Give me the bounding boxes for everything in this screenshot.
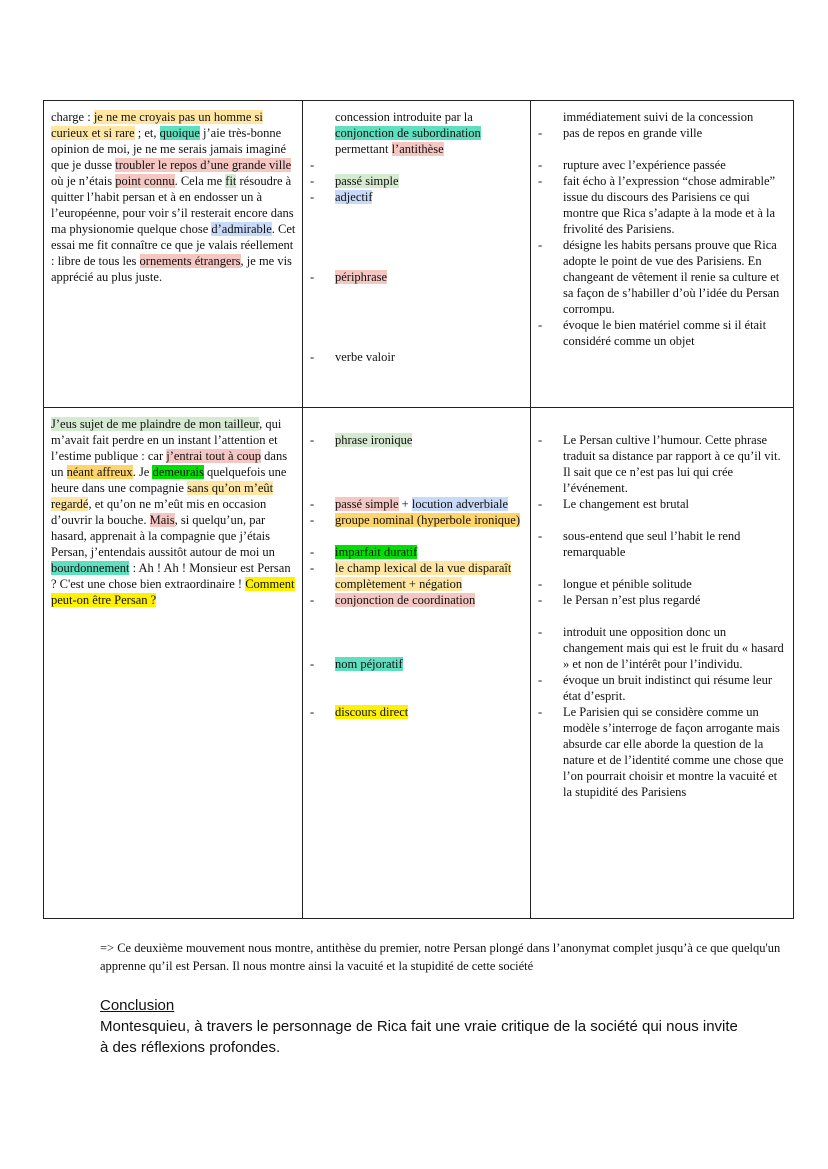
- spacer: [310, 608, 524, 656]
- text-segment: . Je: [132, 465, 153, 479]
- text-segment: , et qu’on ne m’eût mis en occasion d’ouvrir la bouche.: [51, 497, 267, 527]
- spacer: [310, 672, 524, 704]
- spacer: [310, 416, 524, 432]
- quote-cell: [44, 101, 303, 408]
- highlighted-text: point connu: [115, 174, 175, 188]
- highlighted-text: j’entrai tout à coup: [166, 449, 262, 463]
- text-segment: : Ah ! Ah ! Monsieur est Persan ? C'est une chose bien extraordinaire !: [51, 561, 291, 591]
- interpretation-list: [538, 416, 787, 800]
- text-segment: ; et,: [134, 126, 160, 140]
- movement-summary: => Ce deuxième mouvement nous montre, antithèse du premier, notre Persan plongé dans l’anonymat complet jusqu’à ce que quelqu'un apprenne qu’il est Persan. Il nous montre ainsi la vacuité et la stupidité de cette société: [100, 941, 781, 973]
- highlighted-text: locution adverbiale: [411, 497, 509, 511]
- table-row: [44, 101, 794, 408]
- text-segment: , si quelqu’un, par hasard, apprenait à la compagnie que j’étais Persan, j’entendais aussitôt autour de moi un: [51, 513, 275, 559]
- analysis-item: [310, 656, 524, 672]
- highlighted-text: troubler le repos d’une grande ville: [115, 158, 292, 172]
- highlighted-text: passé simple: [335, 174, 399, 188]
- analysis-item: [310, 432, 524, 448]
- spacer: [538, 560, 787, 576]
- text-segment: , qui m’avait fait perdre en un instant l’attention et l’estime publique : car: [51, 417, 282, 463]
- text-segment: verbe valoir: [335, 350, 396, 364]
- interpretation-item: - Le Persan cultive l’humour. Cette phrase traduit sa distance par rapport à ce qu’il vit. Il sait que ce n’est pas lui qui crée l’événement.: [538, 432, 787, 496]
- text-segment: j’aie très-bonne opinion de moi, je ne me serais jamais imaginé que je dusse: [51, 126, 287, 172]
- interpretation-item: - sous-entend que seul l’habit le rend remarquable: [538, 528, 787, 560]
- highlighted-text: d’admirable: [211, 222, 272, 236]
- quote-cell: [44, 408, 303, 919]
- analysis-item: [310, 349, 524, 365]
- highlighted-text: conjonction de coordination: [335, 593, 476, 607]
- spacer: [538, 141, 787, 157]
- interpretation-item: - désigne les habits persans prouve que Rica adopte le point de vue des Parisiens. En changeant de vêtement il renie sa culture et sa façon de s’habiller d’où l’idée du Persan corrompu.: [538, 237, 787, 317]
- highlighted-text: sans qu’on m’eût regardé: [51, 481, 274, 511]
- highlighted-text: passé simple: [335, 497, 399, 511]
- conclusion-heading: Conclusion: [100, 997, 175, 1014]
- spacer: [310, 205, 524, 269]
- highlighted-text: quoique: [159, 126, 200, 140]
- text-segment: quelquefois une heure dans une compagnie: [51, 465, 287, 495]
- highlighted-text: nom péjoratif: [335, 657, 403, 671]
- analysis-item: [310, 560, 524, 592]
- analysis-item: [310, 173, 524, 189]
- interpretation-item: - évoque le bien matériel comme si il était considéré comme un objet: [538, 317, 787, 349]
- text-segment: . Cela me: [174, 174, 226, 188]
- analysis-item: [310, 109, 524, 157]
- text-segment: où je n’étais: [51, 174, 116, 188]
- highlighted-text: je ne me croyais pas un homme si curieux et si rare: [51, 110, 263, 140]
- analysis-item: [310, 544, 524, 560]
- interpretation-cell: [531, 408, 794, 919]
- conclusion-text: Montesquieu, à travers le personnage de Rica fait une vraie critique de la société qui nous invite à des réflexions profondes.: [100, 1018, 738, 1056]
- interpretation-item: - fait écho à l’expression “chose admirable” issue du discours des Parisiens ce qui montre que Rica s’adapte à la mode et à la frivolité des Parisiens.: [538, 173, 787, 237]
- quote-text: [51, 416, 296, 608]
- analysis-item: [310, 189, 524, 205]
- spacer: [538, 608, 787, 624]
- analysis-item: [310, 269, 524, 285]
- text-segment: résoudre à quitter l’habit persan et à en endosser un à l’européenne, pour voir s’il resterait encore dans ma physionomie quelque chose: [51, 174, 294, 236]
- highlighted-text: Comment peut-on être Persan ?: [51, 577, 295, 607]
- interpretation-cell: [531, 101, 794, 408]
- interpretation-item: - Le changement est brutal: [538, 496, 787, 512]
- highlighted-text: groupe nominal (hyperbole ironique): [335, 513, 521, 527]
- highlighted-text: Mais: [149, 513, 175, 527]
- interpretation-item: - Le Parisien qui se considère comme un modèle s’interroge de façon arrogante mais absurde car elle aborde la question de la nature et de l’identité comme une chose que l’on pourrait choisir et montre la vacuité et la stupidité des Parisiens: [538, 704, 787, 800]
- text-segment: charge :: [51, 110, 94, 124]
- interpretation-item: - évoque un bruit indistinct qui résume leur état d’esprit.: [538, 672, 787, 704]
- interpretation-item: - le Persan n’est plus regardé: [538, 592, 787, 608]
- highlighted-text: demeurais: [152, 465, 204, 479]
- analysis-item: [310, 157, 524, 173]
- interpretation-item: - longue et pénible solitude: [538, 576, 787, 592]
- analysis-item: [310, 512, 524, 528]
- spacer: [310, 528, 524, 544]
- highlighted-text: ornements étrangers: [139, 254, 241, 268]
- interpretation-item: - pas de repos en grande ville: [538, 125, 787, 141]
- highlighted-text: conjonction de subordination: [335, 126, 481, 140]
- analysis-item: [310, 704, 524, 720]
- analysis-item: [310, 496, 524, 512]
- analysis-list: [310, 109, 524, 365]
- analysis-table: [43, 100, 794, 919]
- text-segment: . Cet essai me fit connaître ce que je valais réellement : libre de tous les: [51, 222, 296, 268]
- spacer: [310, 448, 524, 496]
- text-segment: permettant: [335, 142, 392, 156]
- highlighted-text: l’antithèse: [391, 142, 444, 156]
- spacer: [538, 416, 787, 432]
- highlighted-text: phrase ironique: [335, 433, 413, 447]
- interpretation-item: - rupture avec l’expérience passée: [538, 157, 787, 173]
- spacer: [310, 285, 524, 349]
- highlighted-text: imparfait duratif: [335, 545, 418, 559]
- highlighted-text: adjectif: [335, 190, 373, 204]
- text-segment: dans un: [51, 449, 288, 479]
- highlighted-text: discours direct: [335, 705, 409, 719]
- text-segment: , je me vis apprécié au plus juste.: [51, 254, 292, 284]
- highlighted-text: bourdonnement: [51, 561, 130, 575]
- highlighted-text: fit: [225, 174, 237, 188]
- analysis-cell: [303, 101, 531, 408]
- table-row: [44, 408, 794, 919]
- highlighted-text: le champ lexical de la vue disparaît complètement + négation: [335, 561, 512, 591]
- analysis-cell: [303, 408, 531, 919]
- spacer: [538, 512, 787, 528]
- text-segment: concession introduite par la: [335, 110, 473, 124]
- analysis-list: [310, 416, 524, 720]
- highlighted-text: J’eus sujet de me plaindre de mon tailleur: [51, 417, 260, 431]
- highlighted-text: périphrase: [335, 270, 388, 284]
- quote-text: [51, 109, 296, 285]
- text-segment: +: [398, 497, 412, 511]
- interpretation-item: - introduit une opposition donc un changement mais qui est le fruit du « hasard » et non de l’intérêt pour l’individu.: [538, 624, 787, 672]
- analysis-item: [310, 592, 524, 608]
- interpretation-list: [538, 109, 787, 349]
- interpretation-item: immédiatement suivi de la concession: [563, 110, 754, 124]
- highlighted-text: néant affreux: [66, 465, 133, 479]
